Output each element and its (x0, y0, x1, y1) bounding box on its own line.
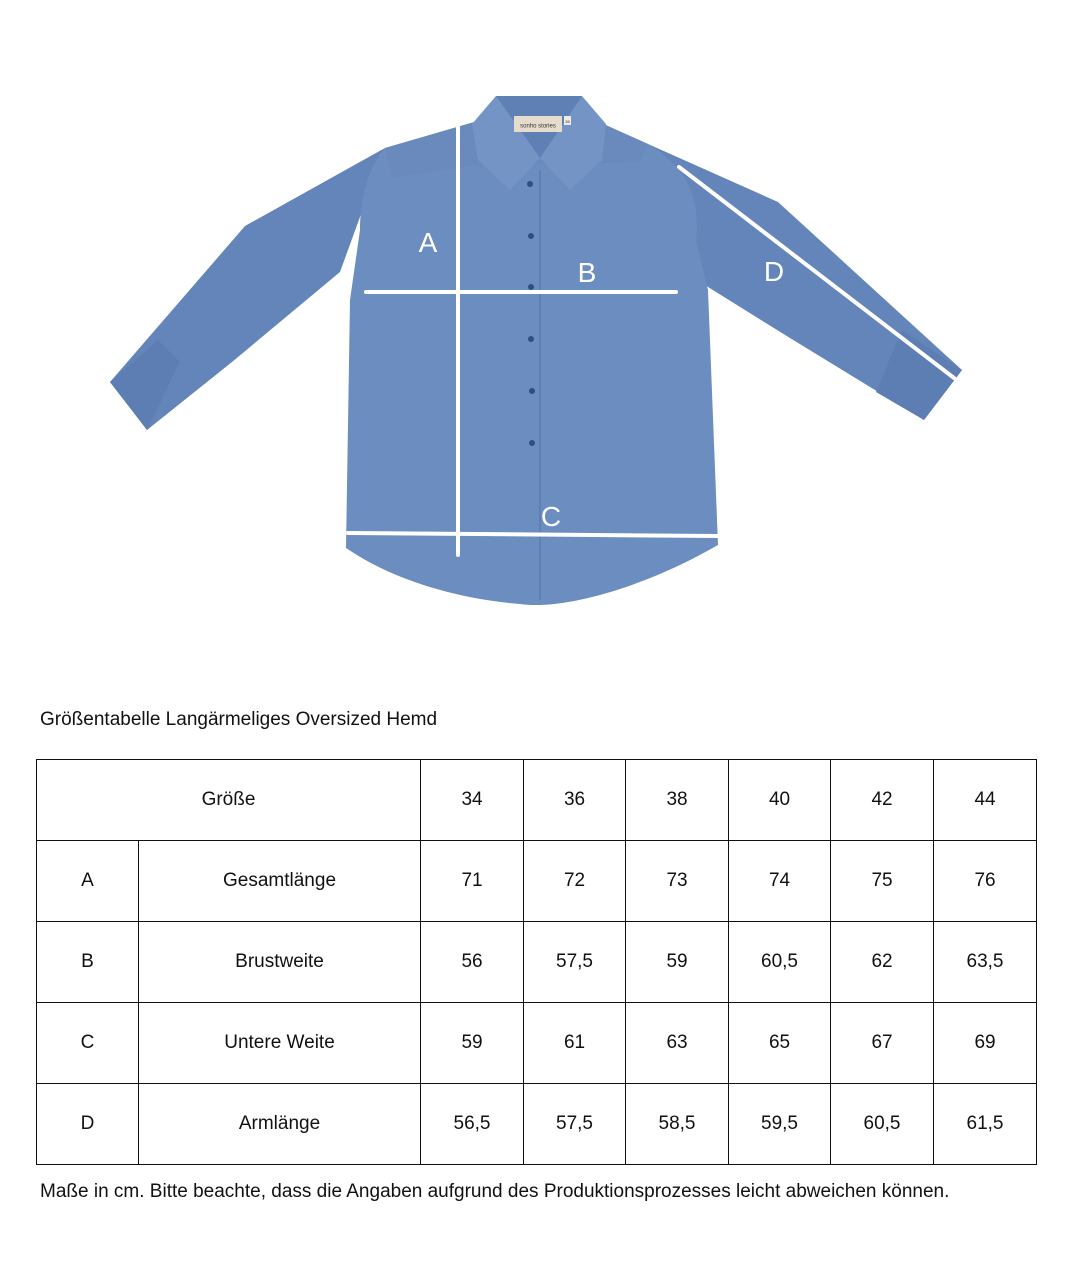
size-header-cell: 42 (831, 760, 934, 841)
value-cell: 73 (626, 841, 729, 922)
table-row (37, 922, 1037, 1003)
footnote: Maße in cm. Bitte beachte, dass die Angaben aufgrund des Produktionsprozesses leicht abweichen können. (40, 1181, 950, 1202)
value-cell: 60,5 (831, 1084, 934, 1165)
row-code: B (37, 922, 139, 1003)
value-cell: 63,5 (934, 922, 1037, 1003)
measure-label-c: C (540, 501, 562, 532)
value-cell: 56,5 (421, 1084, 524, 1165)
measure-label-a: A (418, 227, 438, 258)
value-cell: 59 (626, 922, 729, 1003)
value-cell: 76 (934, 841, 1037, 922)
measure-label-b: B (577, 257, 597, 288)
row-name: Armlänge (139, 1084, 421, 1165)
table-row (37, 1084, 1037, 1165)
value-cell: 60,5 (729, 922, 831, 1003)
value-cell: 63 (626, 1003, 729, 1084)
size-header-cell: 40 (729, 760, 831, 841)
value-cell: 61 (524, 1003, 626, 1084)
row-code: C (37, 1003, 139, 1084)
value-cell: 74 (729, 841, 831, 922)
size-header-cell: 44 (934, 760, 1037, 841)
size-label-text: 36 (565, 119, 570, 124)
value-cell: 59 (421, 1003, 524, 1084)
value-cell: 59,5 (729, 1084, 831, 1165)
value-cell: 71 (421, 841, 524, 922)
value-cell: 61,5 (934, 1084, 1037, 1165)
size-table (36, 759, 1037, 1165)
row-name: Untere Weite (139, 1003, 421, 1084)
row-name: Brustweite (139, 922, 421, 1003)
value-cell: 58,5 (626, 1084, 729, 1165)
size-header-cell: 38 (626, 760, 729, 841)
brand-label-text: sonho stories (520, 123, 556, 130)
value-cell: 67 (831, 1003, 934, 1084)
size-header-cell: 36 (524, 760, 626, 841)
value-cell: 56 (421, 922, 524, 1003)
row-code: D (37, 1084, 139, 1165)
table-header-row (37, 760, 1037, 841)
measure-label-d: D (763, 256, 785, 287)
table-row (37, 1003, 1037, 1084)
value-cell: 62 (831, 922, 934, 1003)
table-caption: Größentabelle Langärmeliges Oversized Hemd (40, 709, 438, 730)
size-header-label: Größe (37, 760, 421, 841)
row-name: Gesamtlänge (139, 841, 421, 922)
table-row (37, 841, 1037, 922)
value-cell: 69 (934, 1003, 1037, 1084)
row-code: A (37, 841, 139, 922)
value-cell: 65 (729, 1003, 831, 1084)
value-cell: 72 (524, 841, 626, 922)
value-cell: 75 (831, 841, 934, 922)
value-cell: 57,5 (524, 1084, 626, 1165)
value-cell: 57,5 (524, 922, 626, 1003)
size-header-cell: 34 (421, 760, 524, 841)
